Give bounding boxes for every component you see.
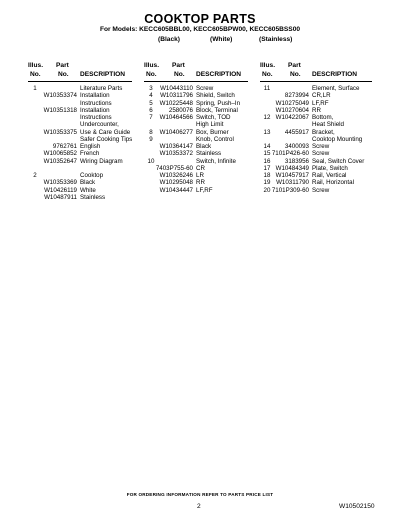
part-description: Safer Cooking Tips bbox=[80, 135, 133, 143]
part-row bbox=[28, 158, 132, 165]
header-part: Part bbox=[56, 62, 69, 69]
part-number: W10426119 bbox=[44, 186, 77, 194]
part-row bbox=[260, 121, 372, 128]
part-description: Seal, Switch Cover bbox=[312, 157, 365, 165]
header-description: DESCRIPTION bbox=[80, 71, 126, 78]
part-number: W10422067 bbox=[275, 114, 309, 121]
part-row bbox=[260, 85, 372, 92]
part-row bbox=[144, 129, 248, 136]
part-description: Screw bbox=[312, 186, 330, 194]
illus-number: 20 bbox=[263, 186, 271, 194]
header-part-no: No. bbox=[58, 71, 69, 78]
part-description: Undercounter, bbox=[80, 121, 119, 129]
part-row bbox=[144, 136, 248, 143]
part-row bbox=[28, 143, 132, 150]
illus-number: 6 bbox=[149, 106, 153, 114]
part-number: W10311790 bbox=[276, 179, 309, 187]
part-description: Screw bbox=[312, 150, 330, 158]
part-number: W10353372 bbox=[159, 150, 193, 158]
header-rule bbox=[28, 81, 132, 82]
part-row bbox=[28, 129, 132, 136]
part-description: LR bbox=[196, 172, 204, 179]
part-row bbox=[260, 172, 372, 179]
part-description: CR bbox=[196, 164, 205, 172]
part-row bbox=[144, 172, 248, 179]
part-description: Screw bbox=[312, 143, 330, 150]
part-row bbox=[28, 179, 132, 186]
part-number: 8273994 bbox=[284, 92, 309, 100]
part-description: LF,RF bbox=[312, 99, 329, 107]
header-illus-no: No. bbox=[262, 71, 273, 78]
part-description: Rail, Vertical bbox=[312, 172, 347, 179]
part-description: Black bbox=[196, 143, 212, 150]
part-description: Heat Shield bbox=[312, 121, 344, 129]
part-number: W10406277 bbox=[159, 128, 193, 136]
part-description: Spring, Push–In bbox=[196, 99, 241, 107]
part-description: Literature Parts bbox=[80, 85, 123, 92]
part-row bbox=[28, 92, 132, 99]
illus-number: 12 bbox=[263, 114, 271, 121]
column-header bbox=[28, 62, 132, 80]
part-number: 3183956 bbox=[284, 157, 309, 165]
ordering-footer: FOR ORDERING INFORMATION REFER TO PARTS PRICE LIST bbox=[126, 492, 274, 497]
illus-number: 15 bbox=[263, 150, 271, 158]
part-row bbox=[144, 179, 248, 186]
part-row bbox=[260, 92, 372, 99]
part-row bbox=[260, 129, 372, 136]
illus-number: 3 bbox=[149, 85, 153, 92]
part-number: 7101P426-60 bbox=[271, 150, 309, 158]
illus-number: 4 bbox=[149, 92, 153, 100]
header-illus: Illus. bbox=[144, 62, 160, 69]
part-number: W10311796 bbox=[160, 92, 193, 100]
parts-column-2 bbox=[144, 62, 248, 194]
part-number: W10351318 bbox=[43, 106, 77, 114]
part-number: W10353369 bbox=[43, 179, 77, 187]
part-number: W10295048 bbox=[159, 179, 193, 187]
illus-number: 10 bbox=[147, 157, 155, 165]
part-description: Stainless bbox=[196, 150, 222, 158]
part-description: French bbox=[80, 150, 100, 158]
part-description: RR bbox=[196, 179, 205, 187]
header-rule bbox=[144, 81, 248, 82]
parts-list bbox=[144, 85, 248, 194]
illus-number: 8 bbox=[149, 128, 153, 136]
document-number: W10502150 bbox=[339, 503, 375, 510]
part-description: Installation bbox=[80, 92, 110, 100]
part-number: W10352647 bbox=[43, 157, 77, 165]
part-description: Rail, Horizontal bbox=[312, 179, 354, 187]
part-number: 3400093 bbox=[284, 143, 309, 150]
part-row bbox=[28, 100, 132, 107]
part-description: Shield, Switch bbox=[196, 92, 235, 100]
part-row bbox=[144, 107, 248, 114]
part-number: W10275049 bbox=[275, 99, 309, 107]
part-row bbox=[144, 92, 248, 99]
header-description: DESCRIPTION bbox=[196, 71, 242, 78]
part-number: W10065852 bbox=[43, 150, 77, 158]
part-row bbox=[144, 85, 248, 92]
part-row bbox=[260, 165, 372, 172]
part-description: LF,RF bbox=[196, 186, 213, 194]
color-stainless: (Stainless) bbox=[259, 36, 293, 43]
part-number: 7403P755-60 bbox=[155, 164, 193, 172]
header-part-no: No. bbox=[174, 71, 185, 78]
part-row bbox=[144, 165, 248, 172]
page-number: 2 bbox=[197, 503, 201, 510]
part-number: 4455917 bbox=[284, 128, 309, 136]
illus-number: 14 bbox=[263, 143, 271, 150]
part-description: High Limit bbox=[196, 121, 224, 129]
illus-number: 17 bbox=[263, 164, 271, 172]
part-number: W10484349 bbox=[275, 164, 309, 172]
part-description: Element, Surface bbox=[312, 85, 360, 92]
part-number: W10353375 bbox=[43, 128, 77, 136]
part-row bbox=[260, 150, 372, 157]
parts-list bbox=[28, 85, 132, 201]
header-part: Part bbox=[172, 62, 185, 69]
part-row bbox=[28, 194, 132, 201]
header-illus-no: No. bbox=[146, 71, 157, 78]
illus-number: 5 bbox=[149, 99, 153, 107]
part-number: W10225448 bbox=[159, 99, 193, 107]
part-description: Knob, Control bbox=[196, 135, 234, 143]
column-header bbox=[260, 62, 372, 80]
part-row bbox=[144, 100, 248, 107]
part-row bbox=[144, 187, 248, 194]
illus-number: 13 bbox=[263, 128, 271, 136]
color-white: (White) bbox=[210, 36, 233, 43]
part-row bbox=[144, 158, 248, 165]
illus-number: 9 bbox=[149, 135, 153, 143]
part-number: W10326246 bbox=[159, 172, 193, 179]
illus-number: 19 bbox=[263, 179, 271, 187]
part-number: 2580076 bbox=[168, 106, 193, 114]
part-row bbox=[28, 114, 132, 121]
header-illus-no: No. bbox=[30, 71, 41, 78]
part-number: W10464566 bbox=[159, 114, 193, 121]
part-description: Instructions bbox=[80, 99, 112, 107]
page-title: COOKTOP PARTS bbox=[144, 12, 256, 26]
part-row bbox=[144, 150, 248, 157]
illus-number: 2 bbox=[33, 172, 37, 179]
part-row bbox=[28, 85, 132, 92]
part-description: Stainless bbox=[80, 193, 106, 201]
part-number: 7101P309-60 bbox=[271, 186, 309, 194]
part-row bbox=[28, 107, 132, 114]
part-row bbox=[260, 179, 372, 186]
part-number: W10353374 bbox=[43, 92, 77, 100]
part-row bbox=[28, 172, 132, 179]
part-row bbox=[260, 114, 372, 121]
part-row bbox=[144, 114, 248, 121]
part-description: Box, Burner bbox=[196, 128, 229, 136]
part-number: W10434447 bbox=[159, 186, 193, 194]
part-description: Switch, Infinite bbox=[196, 157, 236, 165]
illus-number: 1 bbox=[33, 85, 37, 92]
part-description: Cooktop Mounting bbox=[312, 135, 363, 143]
part-description: Bracket, bbox=[312, 128, 335, 136]
part-description: Bottom, bbox=[312, 114, 334, 121]
parts-column-3 bbox=[260, 62, 372, 194]
header-illus: Illus. bbox=[260, 62, 276, 69]
part-number: W10364147 bbox=[159, 143, 193, 150]
illus-number: 18 bbox=[263, 172, 271, 179]
part-description: Switch, TOD bbox=[196, 114, 231, 121]
part-row bbox=[260, 100, 372, 107]
part-description: Instructions bbox=[80, 114, 112, 121]
part-row bbox=[144, 121, 248, 128]
header-illus: Illus. bbox=[28, 62, 44, 69]
part-row bbox=[144, 143, 248, 150]
part-row bbox=[28, 150, 132, 157]
part-description: Block, Terminal bbox=[196, 106, 238, 114]
part-description: Use & Care Guide bbox=[80, 128, 131, 136]
part-description: Screw bbox=[196, 85, 214, 92]
part-number: W10443110 bbox=[160, 85, 193, 92]
illus-number: 7 bbox=[149, 114, 153, 121]
parts-list bbox=[260, 85, 372, 194]
part-description: English bbox=[80, 143, 101, 150]
part-number: W10487911 bbox=[44, 193, 77, 201]
part-description: Plate, Switch bbox=[312, 164, 348, 172]
part-row bbox=[28, 187, 132, 194]
part-description: CR,LR bbox=[312, 92, 331, 100]
part-description: Black bbox=[80, 179, 96, 187]
header-part: Part bbox=[288, 62, 301, 69]
part-number: 9762761 bbox=[52, 143, 77, 150]
model-list: For Models: KECC605BBL00, KECC605BPW00, KECC605BSS00 bbox=[99, 26, 301, 33]
part-number: W10270604 bbox=[275, 106, 309, 114]
header-rule bbox=[260, 81, 372, 82]
header-part-no: No. bbox=[290, 71, 301, 78]
part-row bbox=[260, 158, 372, 165]
part-row bbox=[28, 165, 132, 172]
color-black: (Black) bbox=[158, 36, 180, 43]
part-row bbox=[260, 187, 372, 194]
part-number: W10457917 bbox=[275, 172, 309, 179]
parts-column-1 bbox=[28, 62, 132, 201]
illus-number: 16 bbox=[263, 157, 271, 165]
part-row bbox=[28, 136, 132, 143]
part-row bbox=[260, 107, 372, 114]
part-description: Installation bbox=[80, 106, 110, 114]
header-description: DESCRIPTION bbox=[312, 71, 358, 78]
part-description: Wiring Diagram bbox=[80, 157, 123, 165]
part-row bbox=[260, 143, 372, 150]
part-description: Cooktop bbox=[80, 172, 104, 179]
illus-number: 11 bbox=[263, 85, 271, 92]
part-row bbox=[28, 121, 132, 128]
part-description: RR bbox=[312, 106, 321, 114]
part-row bbox=[260, 136, 372, 143]
column-header bbox=[144, 62, 248, 80]
part-description: White bbox=[80, 186, 96, 194]
